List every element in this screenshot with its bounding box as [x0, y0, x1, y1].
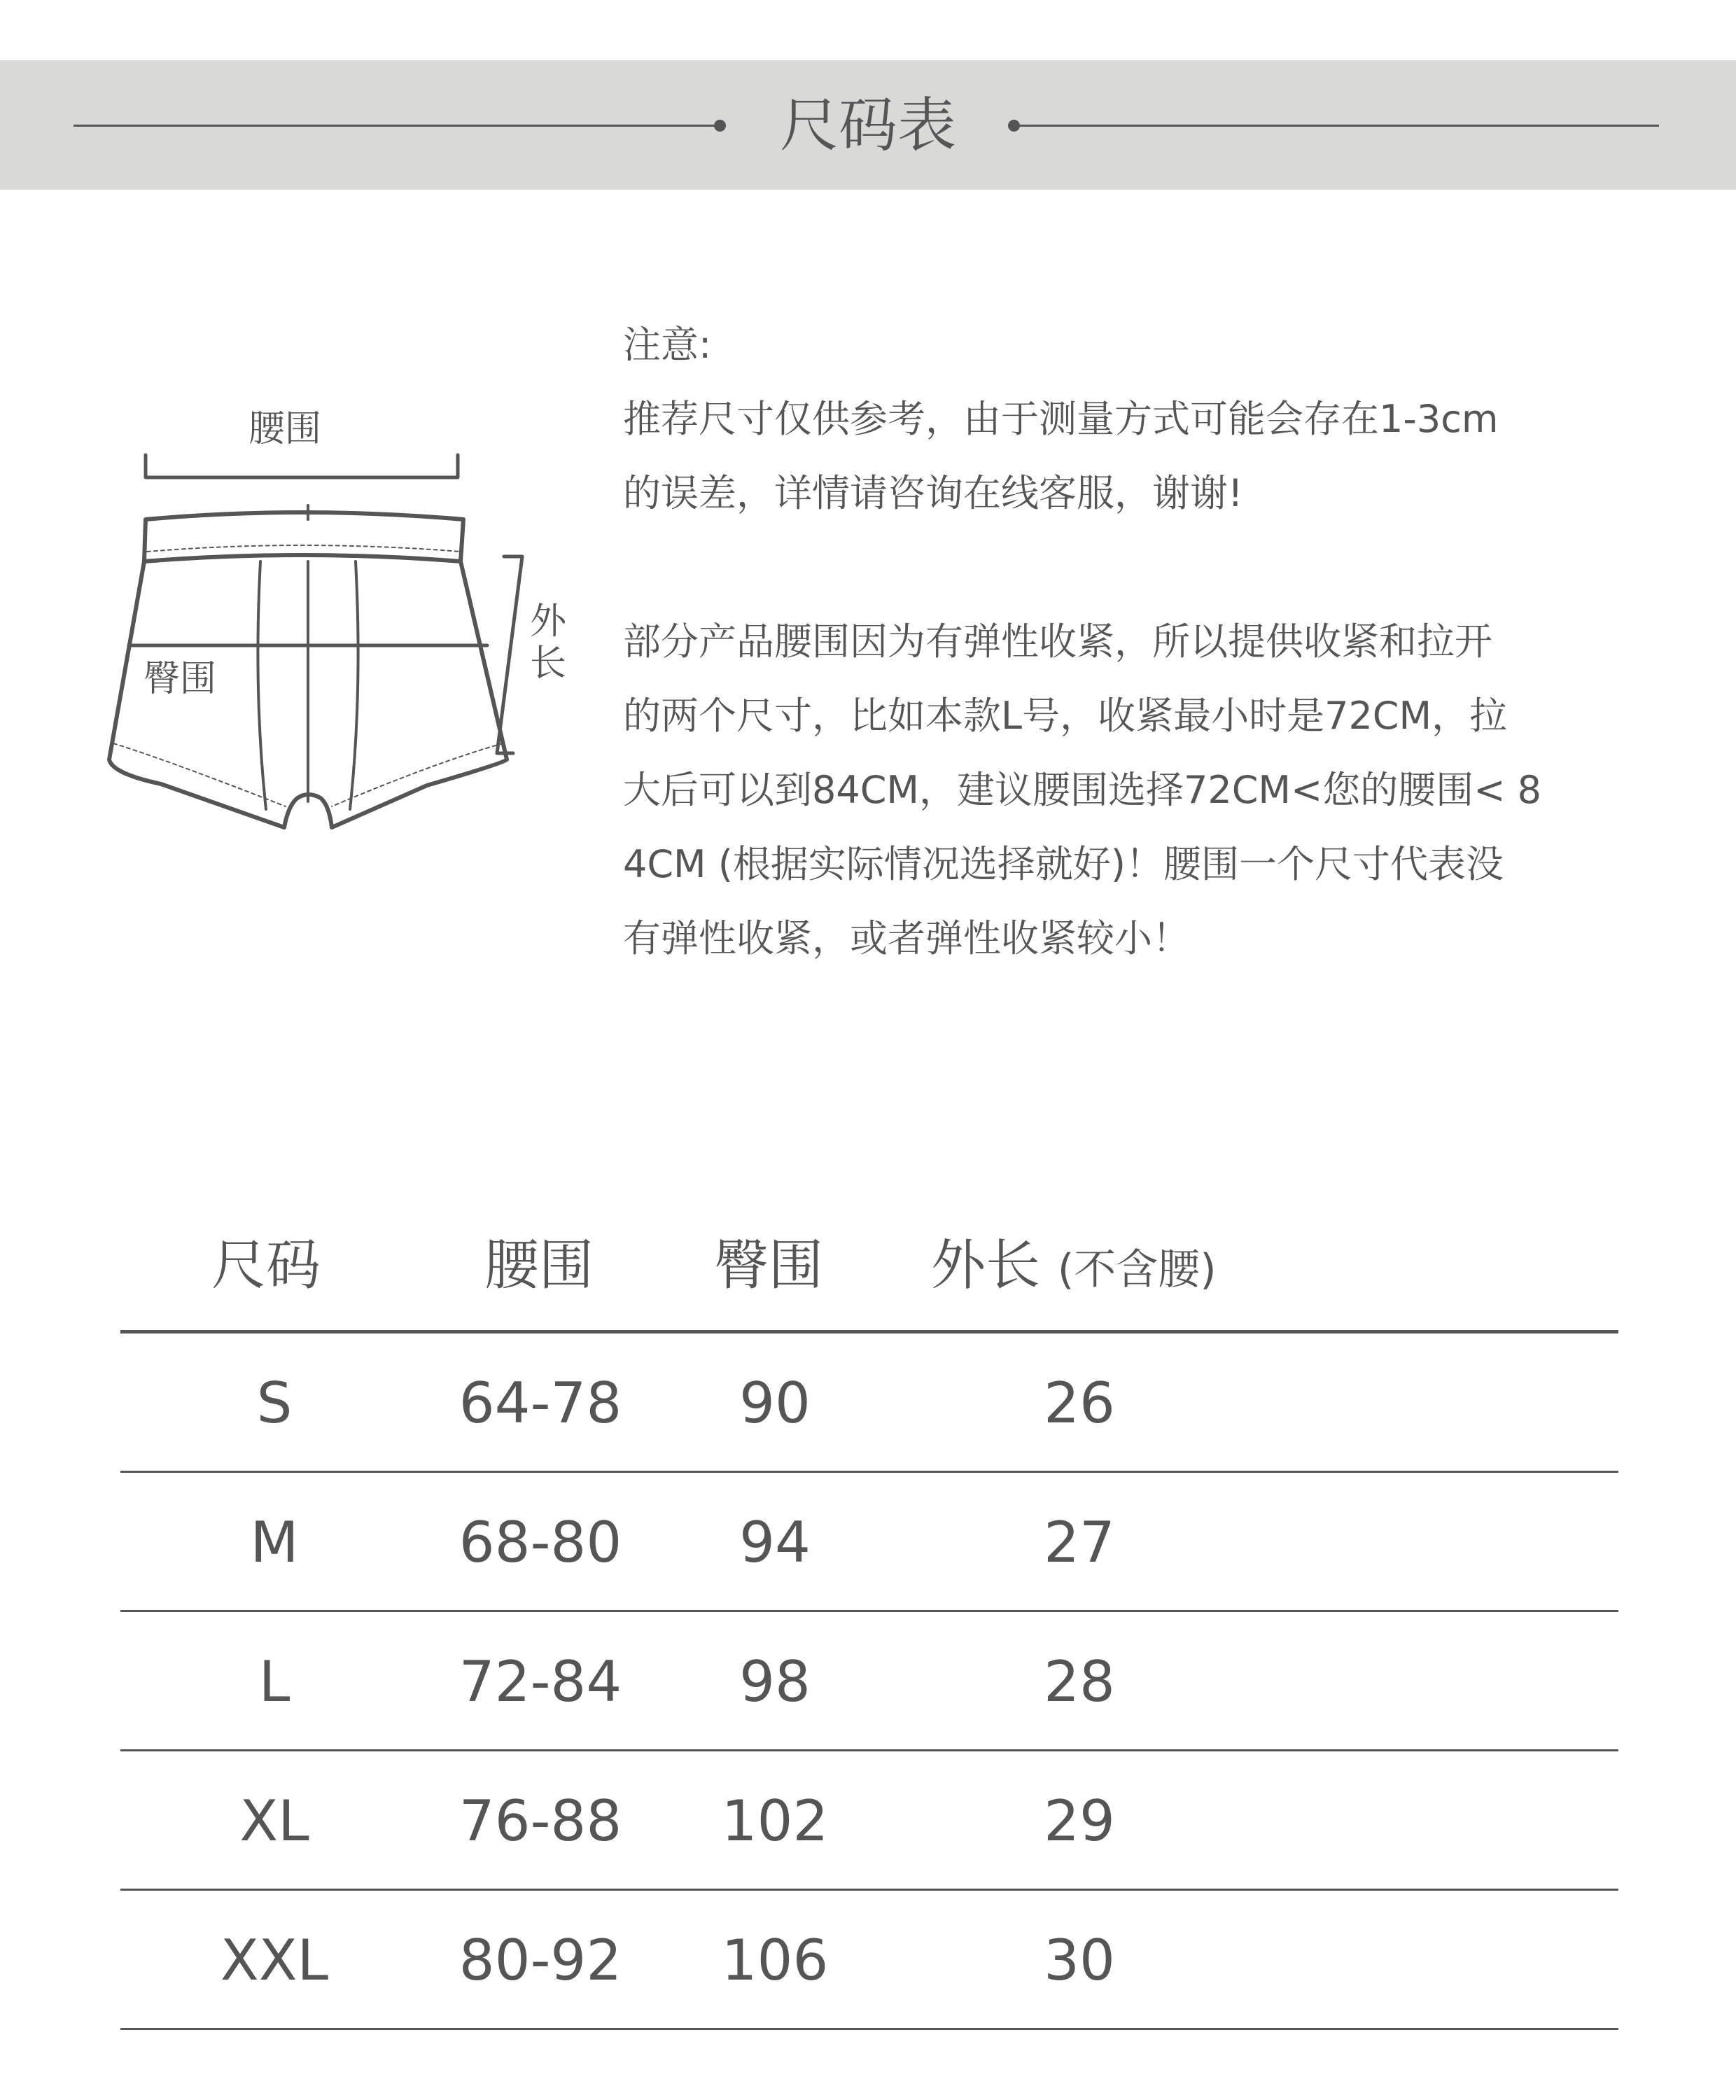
cell-hip: 90 [739, 1371, 811, 1436]
diagram-length-label-2: 长 [530, 643, 567, 685]
page-title: 尺码表 [779, 91, 956, 160]
cell-waist: 72-84 [458, 1649, 622, 1714]
cell-size: XXL [220, 1928, 329, 1993]
notes-line: 部分产品腰围因为有弹性收紧，所以提供收紧和拉开 [623, 620, 1492, 664]
notes-line: 有弹性收紧，或者弹性收紧较小！ [623, 916, 1190, 960]
notes-line: 的误差，详情请咨询在线客服，谢谢! [623, 471, 1243, 515]
cell-length: 30 [1044, 1928, 1115, 1993]
diagram-length-label-1: 外 [530, 601, 567, 643]
header-length-label: 外长 [931, 1234, 1041, 1297]
notes-spacer [623, 531, 1617, 605]
banner-dot-left [714, 120, 726, 132]
table-row [120, 1612, 1618, 1751]
cell-length: 28 [1044, 1649, 1115, 1714]
table-row [120, 1334, 1618, 1473]
cell-size: L [258, 1649, 290, 1714]
cell-hip: 98 [739, 1649, 811, 1714]
underwear-outline-icon [98, 399, 588, 861]
table-row [120, 1473, 1618, 1612]
table-header-row [120, 1218, 1618, 1330]
cell-waist: 76-88 [458, 1788, 622, 1854]
banner-rule-left [74, 125, 724, 127]
cell-waist: 68-80 [458, 1510, 622, 1575]
cell-length: 29 [1044, 1788, 1115, 1854]
notes-line: 的两个尺寸，比如本款L号，收紧最小时是72CM，拉 [623, 694, 1508, 738]
cell-waist: 64-78 [458, 1371, 622, 1436]
measurement-diagram [98, 399, 588, 861]
notes-line: 大后可以到84CM，建议腰围选择72CM<您的腰围< 8 [623, 768, 1542, 812]
cell-size: XL [239, 1788, 309, 1854]
notes-heading: 注意: [623, 323, 712, 367]
notes-line: 推荐尺寸仅供参考，由于测量方式可能会存在1-3cm [623, 397, 1499, 441]
diagram-waist-label: 腰围 [248, 408, 322, 450]
header-hip: 臀围 [714, 1234, 824, 1297]
table-row [120, 1751, 1618, 1891]
cell-hip: 102 [721, 1788, 829, 1854]
size-notes [623, 308, 1617, 976]
cell-size: S [256, 1371, 293, 1436]
header-length-note: (不含腰) [1057, 1245, 1217, 1294]
cell-length: 27 [1044, 1510, 1115, 1575]
table-row [120, 1891, 1618, 2030]
header-waist: 腰围 [484, 1234, 594, 1297]
header-size: 尺码 [211, 1234, 321, 1297]
size-table [120, 1218, 1618, 2030]
banner-rule-right [1015, 125, 1659, 127]
cell-waist: 80-92 [458, 1928, 622, 1993]
notes-line: 4CM (根据实际情况选择就好)！腰围一个尺寸代表没 [623, 842, 1504, 886]
cell-size: M [250, 1510, 299, 1575]
title-banner [0, 60, 1736, 190]
cell-hip: 94 [739, 1510, 811, 1575]
cell-hip: 106 [721, 1928, 829, 1993]
header-length [931, 1232, 1217, 1303]
cell-length: 26 [1044, 1371, 1115, 1436]
diagram-hip-label: 臀围 [144, 658, 217, 700]
